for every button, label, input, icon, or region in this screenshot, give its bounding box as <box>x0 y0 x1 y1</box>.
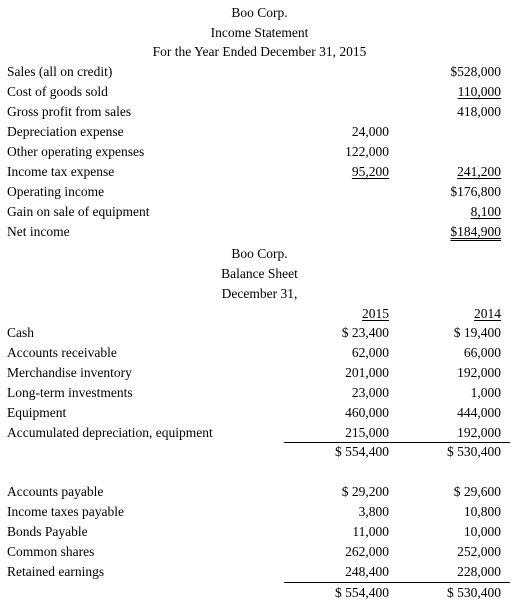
bs-title: Balance Sheet <box>221 266 298 281</box>
bs-2015-accounts-payable: $ 29,200 <box>341 484 389 499</box>
is-label-income-tax: Income tax expense <box>7 164 115 179</box>
bs-label-bonds-payable: Bonds Payable <box>7 524 88 539</box>
bs-2014-inventory: 192,000 <box>457 365 501 380</box>
bs-2015-common-shares: 262,000 <box>345 544 389 559</box>
is-company: Boo Corp. <box>231 5 288 20</box>
bs-2014-accum-depr: 192,000 <box>457 425 501 440</box>
bs-label-inventory: Merchandise inventory <box>7 365 132 380</box>
bs-label-accum-depr: Accumulated depreciation, equipment <box>7 425 213 440</box>
is-value-gross-profit: 418,000 <box>457 104 501 119</box>
bs-2014-cash: $ 19,400 <box>453 325 501 340</box>
is-label-gross-profit: Gross profit from sales <box>7 104 132 119</box>
liabilities-total-rule <box>284 582 510 583</box>
is-value-cogs: 110,000 <box>457 84 501 99</box>
bs-2015-bonds-payable: 11,000 <box>352 524 389 539</box>
bs-2014-investments: 1,000 <box>470 385 501 400</box>
bs-2015-inventory: 201,000 <box>345 365 389 380</box>
bs-2014-assets-total: $ 530,400 <box>447 444 501 459</box>
bs-label-receivables: Accounts receivable <box>7 345 117 360</box>
bs-2015-retained-earnings: 248,400 <box>345 564 389 579</box>
bs-period: December 31, <box>221 286 298 301</box>
bs-2015-accum-depr: 215,000 <box>345 425 389 440</box>
is-label-gain-equipment: Gain on sale of equipment <box>7 204 150 219</box>
bs-label-cash: Cash <box>7 325 34 340</box>
bs-col-2014: 2014 <box>474 306 501 321</box>
bs-2015-receivables: 62,000 <box>351 345 389 360</box>
bs-2014-receivables: 66,000 <box>463 345 501 360</box>
bs-2014-retained-earnings: 228,000 <box>457 564 501 579</box>
bs-2015-taxes-payable: 3,800 <box>358 504 389 519</box>
bs-2015-assets-total: $ 554,400 <box>335 444 389 459</box>
bs-2015-cash: $ 23,400 <box>341 325 389 340</box>
is-period: For the Year Ended December 31, 2015 <box>152 44 367 59</box>
is-label-other-opex: Other operating expenses <box>7 144 145 159</box>
bs-2015-investments: 23,000 <box>351 385 389 400</box>
bs-col-2015: 2015 <box>362 306 389 321</box>
bs-2014-bonds-payable: 10,000 <box>463 524 501 539</box>
bs-label-common-shares: Common shares <box>7 544 95 559</box>
is-value-operating-income: $176,800 <box>450 184 501 199</box>
bs-2014-taxes-payable: 10,800 <box>463 504 501 519</box>
is-label-net-income: Net income <box>7 224 70 239</box>
assets-total-rule <box>284 442 510 443</box>
bs-2014-equipment: 444,000 <box>457 405 501 420</box>
is-label-operating-income: Operating income <box>7 184 105 199</box>
is-mid-income-tax: 95,200 <box>351 164 389 179</box>
bs-company: Boo Corp. <box>231 246 288 261</box>
is-mid-depreciation: 24,000 <box>351 124 389 139</box>
is-value-gain-equipment: 8,100 <box>470 204 501 219</box>
bs-2014-common-shares: 252,000 <box>457 544 501 559</box>
is-value-net-income: $184,900 <box>450 224 501 239</box>
is-label-sales: Sales (all on credit) <box>7 64 113 79</box>
bs-2015-liabilities-total: $ 554,400 <box>335 585 389 600</box>
bs-label-taxes-payable: Income taxes payable <box>7 504 124 519</box>
bs-label-retained-earnings: Retained earnings <box>7 564 105 579</box>
bs-2014-liabilities-total: $ 530,400 <box>447 585 501 600</box>
bs-label-accounts-payable: Accounts payable <box>7 484 104 499</box>
bs-label-investments: Long-term investments <box>7 385 133 400</box>
is-label-cogs: Cost of goods sold <box>7 84 108 99</box>
bs-2014-accounts-payable: $ 29,600 <box>453 484 501 499</box>
is-value-total-expenses: 241,200 <box>457 164 501 179</box>
is-value-sales: $528,000 <box>450 64 501 79</box>
bs-label-equipment: Equipment <box>7 405 67 420</box>
bs-2015-equipment: 460,000 <box>345 405 389 420</box>
is-label-depreciation: Depreciation expense <box>7 124 124 139</box>
is-title: Income Statement <box>210 25 309 40</box>
is-mid-other-opex: 122,000 <box>345 144 389 159</box>
